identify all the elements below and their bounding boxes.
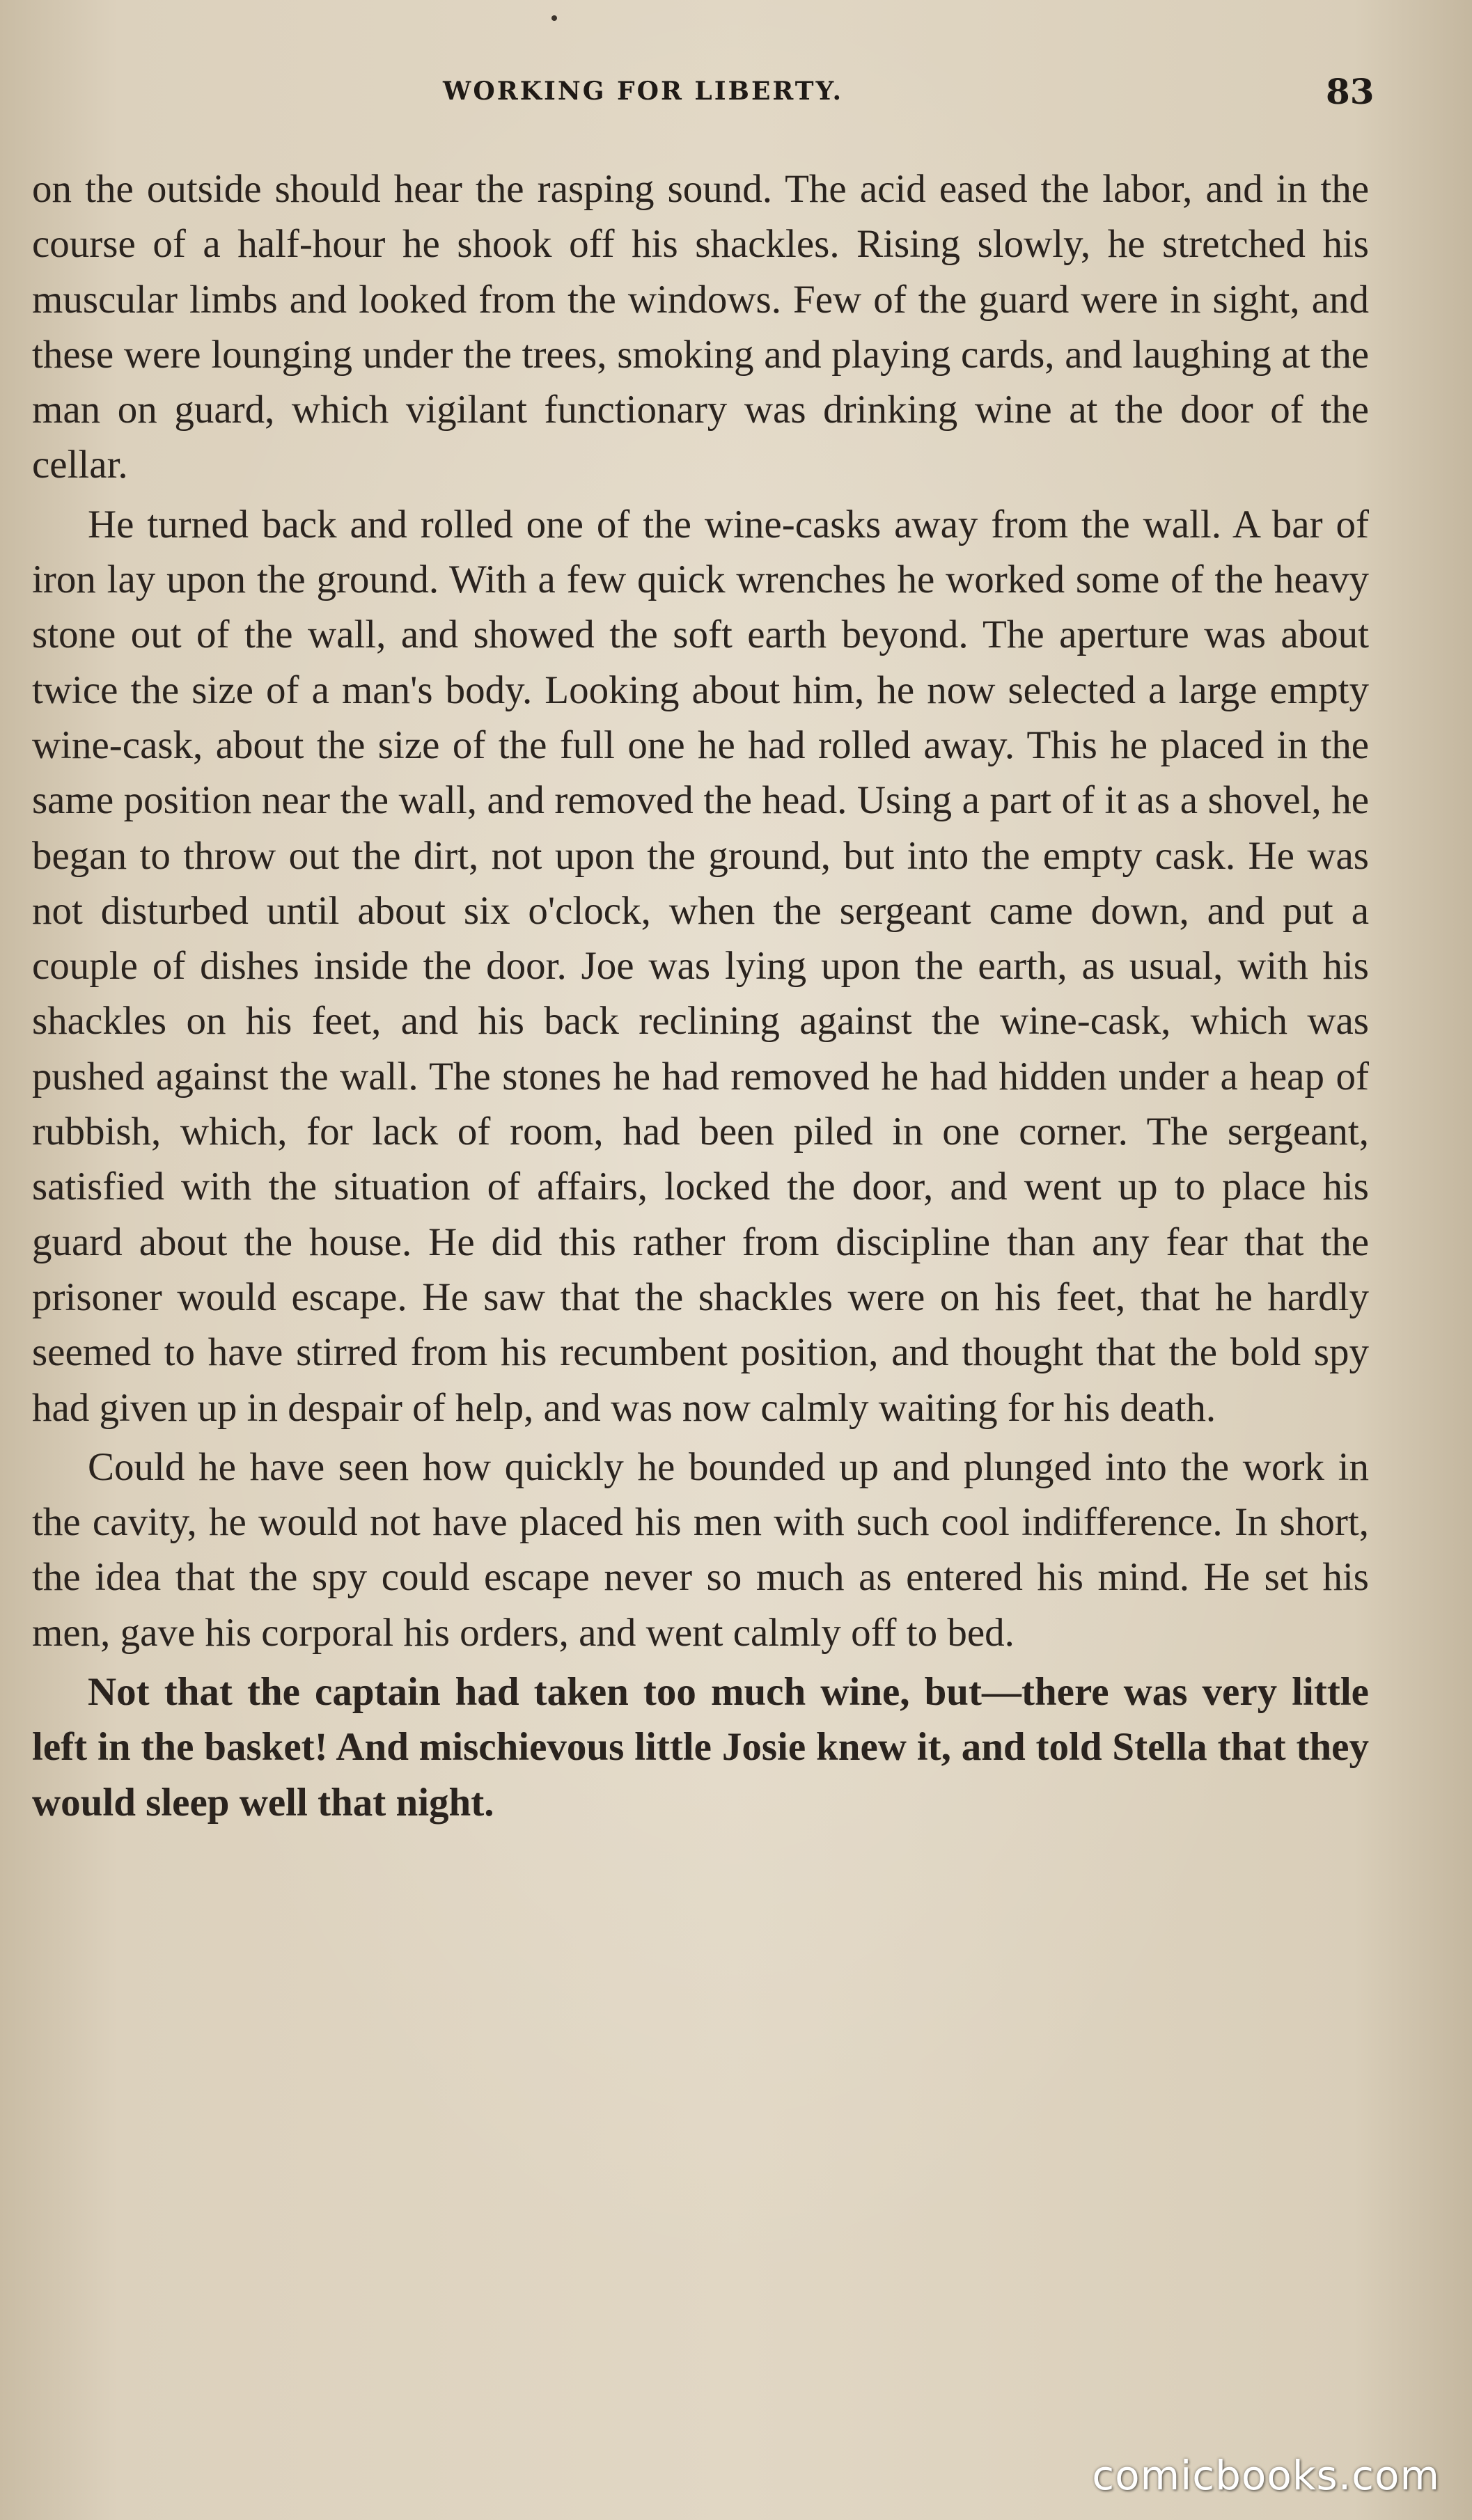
ink-speck <box>551 15 557 21</box>
watermark: comicbooks.com <box>1092 2452 1440 2499</box>
paragraph-3: Could he have seen how quickly he bounded up and plunged into the work in the cavity, he would not have placed his men with such cool indifference. In short, the idea that the spy could escape never so much as entered his mind. He set his men, gave his corporal his orders, and went calmly off to bed. <box>32 1444 1369 1655</box>
body-text <box>32 162 1369 1834</box>
paragraph-1: on the outside should hear the rasping sound. The acid eased the labor, and in the course of a half-hour he shook off his shackles. Rising slowly, he stretched his muscular limbs and looked from the windows. Few of the guard were in sight, and these were lounging under the trees, smoking and playing cards, and laughing at the man on guard, which vigilant functionary was drinking wine at the door of the cellar. <box>32 167 1369 487</box>
running-title: WORKING FOR LIBERTY. <box>443 77 844 106</box>
page-number: 83 <box>1326 71 1375 112</box>
running-head <box>0 71 1472 120</box>
paragraph-2: He turned back and rolled one of the wine-casks away from the wall. A bar of iron lay upon the ground. With a few quick wrenches he worked some of the heavy stone out of the wall, and showed the soft earth beyond. The aperture was about twice the size of a man's body. Looking about him, he now selected a large empty wine-cask, about the size of the full one he had rolled away. This he placed in the same position near the wall, and removed the head. Using a part of it as a shovel, he began to throw out the dirt, not upon the ground, but into the empty cask. He was not disturbed until about six o'clock, when the sergeant came down, and put a couple of dishes inside the door. Joe was lying upon the earth, as usual, with his shackles on his feet, and his back reclining against the wine-cask, which was pushed against the wall. The stones he had removed he had hidden under a heap of rubbish, which, for lack of room, had been piled in one corner. The sergeant, satisfied with the situation of affairs, locked the door, and went up to place his guard about the house. He did this rather from discipline than any fear that the prisoner would escape. He saw that the shackles were on his feet, that he hardly seemed to have stirred from his recumbent position, and thought that the bold spy had given up in despair of help, and was now calmly waiting for his death. <box>32 502 1369 1430</box>
paragraph-4: Not that the captain had taken too much wine, but—there was very little left in the basket! And mischievous little Josie knew it, and told Stella that they would sleep well that night. <box>32 1670 1369 1825</box>
